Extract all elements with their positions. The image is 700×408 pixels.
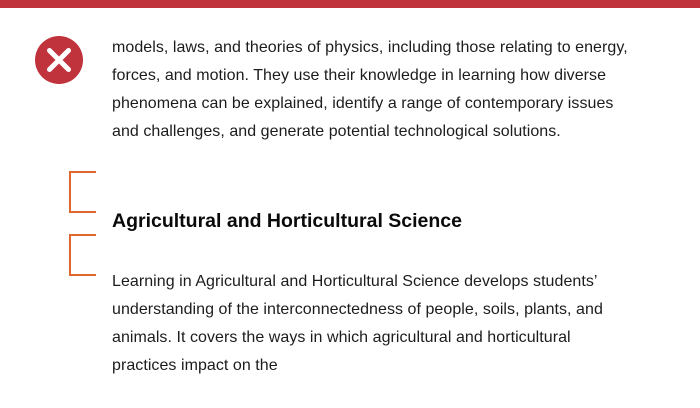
paragraph-agricultural: Learning in Agricultural and Horticultural Science develops students’ understanding of the interconnectedness of people, soils, plants, and animals. It covers the ways in which agricultural and horticultural practices impact on the: [112, 273, 603, 374]
section-bracket-bottom: [69, 234, 96, 276]
section-bracket-top: [69, 171, 96, 213]
close-icon[interactable]: [35, 36, 83, 84]
section-heading: Agricultural and Horticultural Science: [112, 210, 462, 232]
paragraph-physics: models, laws, and theories of physics, including those relating to energy, forces, and motion. They use their knowledge in learning how diverse phenomena can be explained, identify a range of contemporary issues and challenges, and generate potential technological solutions.: [112, 39, 628, 140]
top-accent-bar: [0, 0, 700, 8]
